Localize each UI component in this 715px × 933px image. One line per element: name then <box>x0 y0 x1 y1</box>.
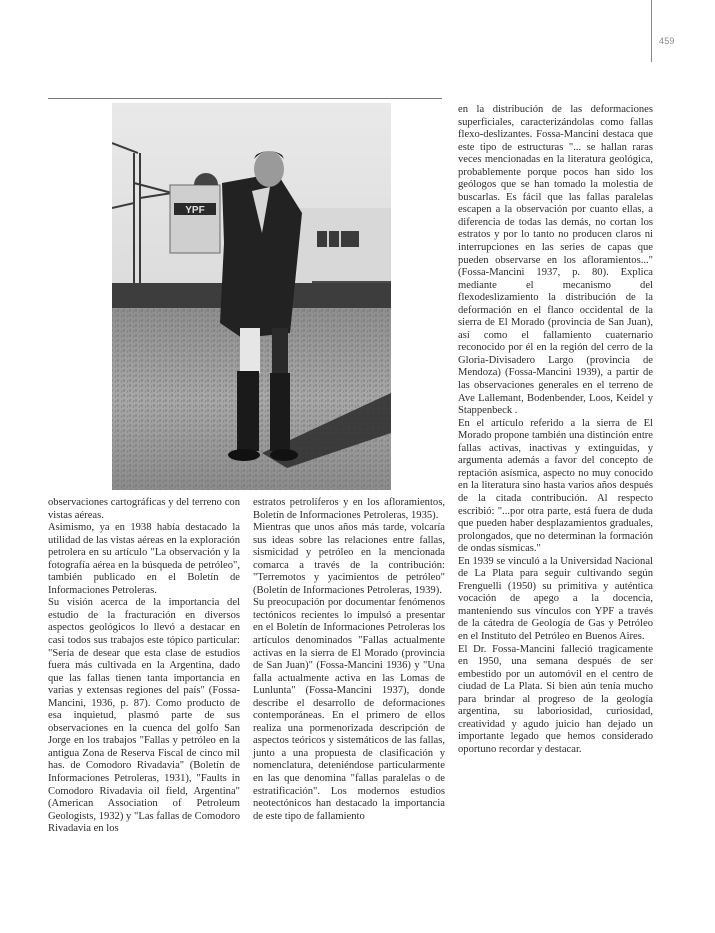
paragraph: El Dr. Fossa-Mancini falleció tragicamente en 1950, una semana después de ser embestido por un automóvil en el centro de ciudad de La Plata. Si bien aún tenía mucho para brindar al progreso de la geología argentina, su laboriosidad, curiosidad, creatividad y agudo juicio han dejado un importante legado que hemos considerado oportuno recordar y destacar. <box>458 643 653 755</box>
paragraph: en la distribución de las deformaciones superficiales, caracterizándolas como fallas flexo-deslizantes. Fossa-Mancini destaca que este tipo de estructuras "... se hallan raras veces mencionadas en la literatura geológica, probablemente porque pocos han sido los geólogos que se han tomado la molestia de buscarlas. Es fácil que las fallas paralelas escapen a la observación por cuanto ellas, a diferencia de todas las demás, no cortan los estratos y por lo tanto no producen claros ni interrupciones en las series de capas que pueden observarse en los afloramientos..." (Fossa-Mancini 1937, p. 80). Explica mediante el mecanismo del flexodeslizamiento la distribución de la deformación en el flanco occidental de la sierra de El Morado (provincia de San Juan), así como el fallamiento cuaternario reconocido por él en la región del cerro de la Gloria-Divisadero Largo (provincia de Mendoza) (Fossa-Mancini 1939), a partir de las observaciones generales en el terreno de Ave Lallemant, Bodenbender, Loos, Keidel y Stappenbeck . <box>458 104 653 417</box>
paragraph: Asimismo, ya en 1938 había destacado la utilidad de las vistas aéreas en la exploración petrolera en su artículo "La observación y la fotografía aérea en la búsqueda de petróleo", también publicado en el Boletín de Informaciones Petroleras. <box>48 522 240 596</box>
paragraph: estratos petrolíferos y en los afloramientos, Boletín de Informaciones Petroleras, 1935). <box>253 497 445 521</box>
paragraph: Mientras que unos años más tarde, volcaría sus ideas sobre las relaciones entre fallas, sismicidad y petróleo en la mencionada comarca a través de la contribución: "Terremotos y yacimientos de petróleo" (Boletín de Informaciones Petroleras, 1939). <box>253 522 445 596</box>
text-column-middle <box>253 497 445 823</box>
svg-text:YPF: YPF <box>185 205 205 216</box>
page-number: 459 <box>659 36 675 46</box>
top-horizontal-rule <box>48 98 442 99</box>
paragraph: En el artículo referido a la sierra de El Morado propone también una distinción entre fallas activas, inactivas y extinguidas, y argumenta además a favor del concepto de reptación asísmica, aspecto no muy conocido en la literatura sino hasta varios años después de la citada contribución. Al respecto escribió: "...por otra parte, está fuera de duda que pueden haber desplazamientos graduales, prolongados, que no determinan la formación de ondas sísmicas." <box>458 417 653 555</box>
historical-photo <box>112 103 391 490</box>
text-column-left <box>48 497 240 836</box>
text-column-right <box>458 104 653 756</box>
paragraph: Su visión acerca de la importancia del estudio de la fracturación en diversos aspectos geológicos lo llevó a destacar en casi todos sus trabajos este tópico particular: "Sería de desear que esta clase de estudios fuera más cultivada en la Argentina, dado que las fallas tienen tanta importancia en varias y extensas regiones del país" (Fossa-Mancini, 1936, p. 87). Como producto de esa inquietud, plasmó parte de sus observaciones en la cuenca del golfo San Jorge en los trabajos "Fallas y petróleo en la antigua Zona de Reserva Fiscal de cinco mil has. de Comodoro Rivadavia" (Boletín de Informaciones Petroleras, 1931), "Faults in Comodoro Rivadavia oil field, Argentina" (American Association of Petroleum Geologists, 1932) y "Las fallas de Comodoro Rivadavia en los <box>48 597 240 835</box>
paragraph: En 1939 se vinculó a la Universidad Nacional de La Plata para seguir cultivando según Frenguelli (1950) su primitiva y auténtica vocación de apego a la docencia, manteniendo sus vínculos con YPF a través de la cátedra de Geología de Gas y Petróleo en el Instituto del Petróleo en Buenos Aires. <box>458 555 653 642</box>
paragraph: observaciones cartográficas y del terreno con vistas aéreas. <box>48 497 240 521</box>
paragraph: Su preocupación por documentar fenómenos tectónicos recientes lo impulsó a presentar en el Boletín de Informaciones Petroleras los artículos denominados "Fallas actualmente activas en la sierra de El Morado (provincia de San Juan)" (Fossa-Mancini 1936) y "Una falla actualmente activa en las Lomas de Lunlunta" (Fossa-Mancini 1937), donde describe el desarrollo de deformaciones contemporáneas. En el primero de ellos realiza una pormenorizada descripción de aspectos teóricos y sistemáticos de las fallas, junto a una propuesta de clasificación y nomenclatura, deteniéndose particularmente en las que denomina "fallas paralelas o de estratificación". Los modernos estudios neotectónicos han destacado la importancia de este tipo de fallamiento <box>253 597 445 822</box>
header-vertical-rule <box>651 0 652 62</box>
photo-ypf-sign <box>170 173 220 253</box>
photo-illustration <box>112 103 391 490</box>
